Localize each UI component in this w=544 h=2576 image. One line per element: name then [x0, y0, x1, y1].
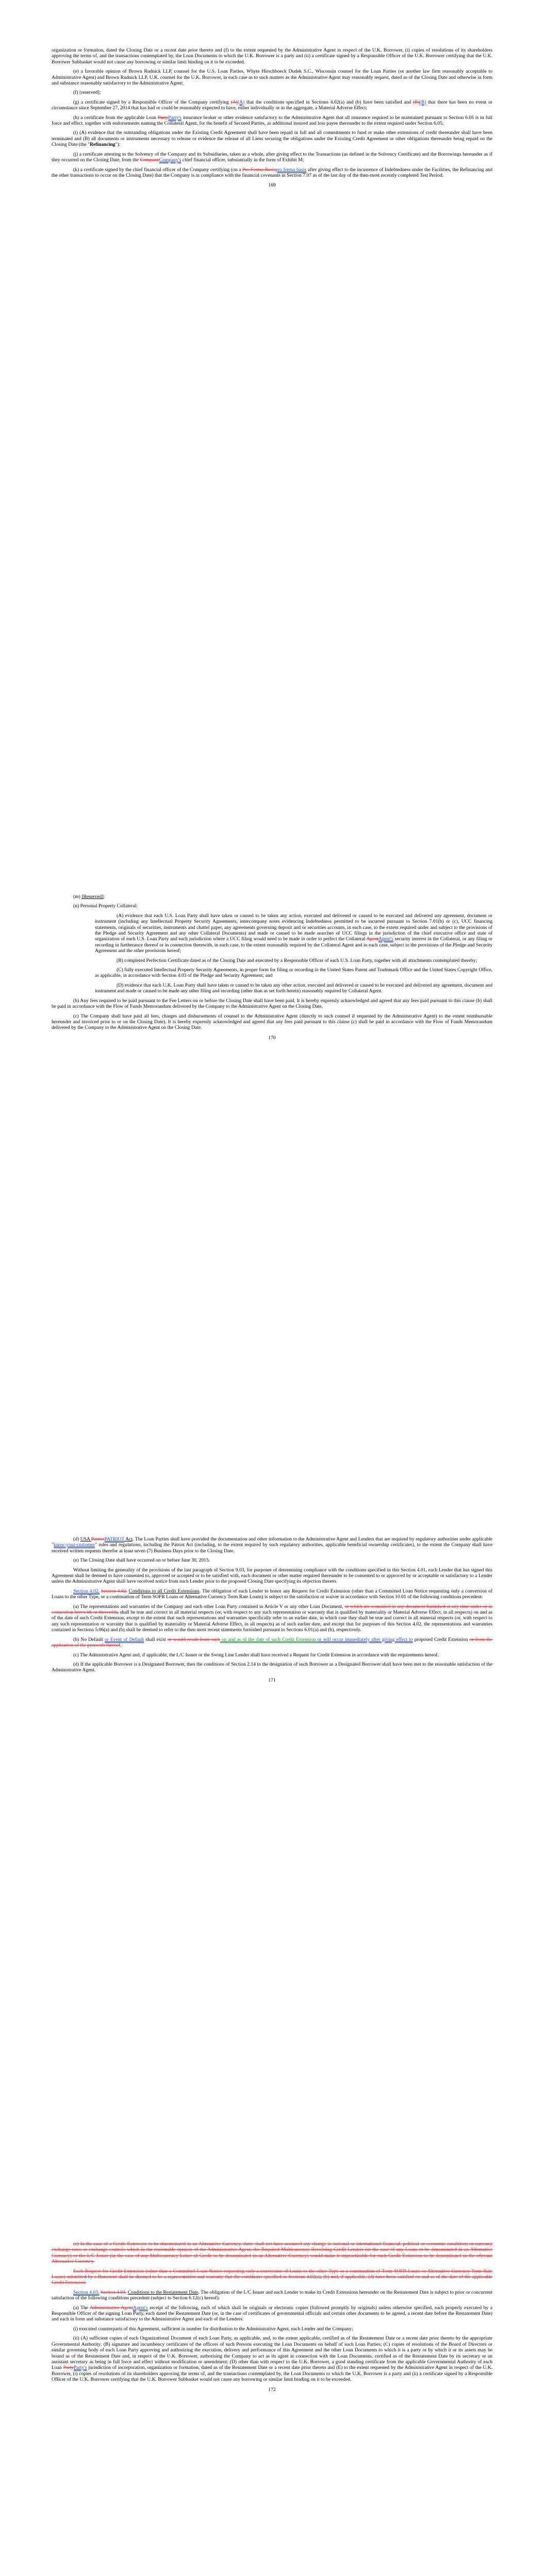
- text-run: (d): [73, 1536, 80, 1542]
- paragraph: [52, 1652, 492, 1658]
- paragraph: [52, 903, 492, 909]
- text-run: . The Loan Parties shall have provided the documentation and other information to the Administrative Agent and Lenders that are required by regulatory authorities under applicable ": [52, 1536, 493, 1548]
- page-number: 169: [268, 182, 276, 189]
- deleted-text: or from the application of the proceeds thereof: [52, 1636, 492, 1649]
- page-body: [52, 1406, 492, 1673]
- text-run: (d) If the applicable Borrower is a Designated Borrower, then the conditions of Section 2.14 to the designation of such Borrower as a Designated Borrower shall have been met to the reasonable satisfaction of the Administrative Agent.: [52, 1661, 492, 1673]
- page-number: 171: [268, 1677, 276, 1683]
- text-run: (C) fully executed Intellectual Property Security Agreements, in proper form for filing or recording in the United States Patent and Trademark Office and the United States Copyright Office, as applicable, in accordance with Section 4.03 of the Pledge and Security Agreement; and: [95, 967, 492, 979]
- paragraph: [52, 2268, 492, 2286]
- paragraph: [52, 982, 492, 994]
- text-run: shall be true and correct in all material respects (or, with respect to any such representation or warranty that is qualified by materiality or Material Adverse Effect, in all respects) on and as of the date of such Credit Extension, except to the extent that such representations and warranties specifically refer to an earlier date, in which case they shall be true and correct in all material respects (or, with respect to any such representation or warranty that is qualified by materiality or Material Adverse Effect, in all respects) as of such earlier date, and except that for purposes of this Section 4.02, the representations and warranties contained in Sections 5.06(a) and (b) shall be deemed to refer to the then most recent statements furnished pursuant to Sections 6.01(a) and (b), respectively.: [52, 1609, 492, 1633]
- text-run: . The obligation of the L/C Issuer and each Lender to make its Credit Extensions hereunder on the Restatement Date is subject to prior or concurrent satisfaction of the following conditions precedent (subject to Section 6.12(c) hereof):: [52, 2289, 493, 2301]
- inserted-text: Party's: [73, 2365, 87, 2371]
- text-run: insurance broker or other evidence satisfactory to the Administrative Agent that all insurance required to be maintained pursuant to Section 6.05 is in full force and effect, together with endorsements naming the Collateral Agent, for the benefit of Secured Parties, as additional insured and loss payee thereunder to the extent required under Section 6.05;: [52, 114, 492, 127]
- text-run: (B) completed Perfection Certificate dated as of the Closing Date and executed by a Responsible Officer of each U.S. Loan Party, together with all attachments contemplated thereby;: [117, 957, 477, 963]
- defined-term: Refinancing: [90, 142, 116, 148]
- text-run: .: [120, 1642, 122, 1649]
- text-run: (k) a certificate signed by the chief financial officer of the Company certifying (on a: [73, 166, 242, 173]
- text-run: (ii) (A) sufficient copies of each Organizational Document of each Loan Party, as applicable, and, to the extent applicable, certified as of the Restatement Date or a recent date prior thereto by the appropriate Governmental Authority; (B) signature and incumbency certificates of the officers of such Persons executing the Loan Documents on behalf of such Loan Parties; (C) copies of resolutions of the Board of Directors or similar governing body of each Loan Party approving and authorizing the execution, delivery and performance of this Agreement and the other Loan Documents to which it is a party or by which it or its assets may be bound as of the Restatement Date and, in respect of the U.K. Borrower, authorising the Company to act as its agent in connection with the Loan Documents, certified as of the Restatement Date by its secretary or an assistant secretary as being in full force and effect without modification or amendment; (D) other than with respect to the U.K. Borrower, a good standing certificate from the applicable Governmental Authority of each Loan: [52, 2335, 492, 2371]
- inserted-text: or Event of Default: [104, 1636, 144, 1642]
- text-run: ");: [115, 142, 121, 148]
- page-body: [52, 2110, 492, 2383]
- paragraph: [52, 151, 492, 163]
- inserted-text: (B): [419, 99, 426, 105]
- text-run: (m): [73, 894, 82, 900]
- deleted-text: Party: [158, 114, 169, 121]
- underlined-heading: Conditions to the Restatement Date: [127, 2289, 199, 2295]
- deleted-text: Agent: [366, 936, 378, 942]
- text-run: (D) evidence that each U.K. Loan Party shall have taken or caused to be taken any other action, executed and delivered or caused to be executed and delivered any agreement, document and instrument and made or caused to be made any other filing and recording (other than as set forth herein) reasonably required by Collateral Agent.: [95, 982, 492, 994]
- deleted-text: Party: [63, 2365, 74, 2371]
- paragraph: [52, 1013, 492, 1031]
- paragraph: [52, 1604, 492, 1633]
- inserted-text: pro forma basis: [275, 166, 307, 173]
- inserted-text: Section 4.03.: [73, 2289, 100, 2295]
- paragraph: [52, 1567, 492, 1585]
- text-run: (g) a certificate signed by a Responsible Officer of the Company certifying: [73, 99, 231, 105]
- text-run: (A) evidence that each U.S. Loan Party shall have taken or caused to be taken any action, executed and delivered or caused to be executed and delivered any agreement, document or instrument (including any Intellectual Property Security Agreements, intercompany notes evidencing Indebtedness permitted to be incurred pursuant to Section 7.01(b) or (c), UCC financing statements, originals of securities, instruments and chattel paper, any agreements governing deposit and or securities accounts, in each case, to the extent required under and subject to the provisions of the Pledge and Security Agreement and any other Collateral Documents) and made or caused to be made searches of UCC filings in the jurisdiction of the chief executive office and state of organization of each U.S. Loan Party and each jurisdiction where a UCC filing would need to be made in order to perfect the Collateral: [95, 912, 492, 942]
- text-run: (i) executed counterparts of this Agreement, sufficient in number for distribution to the Administrative Agent, each Lender and the Company;: [73, 2326, 353, 2332]
- deleted-text: Each Request for Credit Extension (other than a Committed Loan Notice requesting only a conversion of Loans to the other Type or a continuation of Term SOFR Loans or Alternative Currency Term Rate Loans) submitted by a Borrower shall be deemed to be a representation and warranty that the conditions specified in Sections 4.02(a), (b) and, if applicable, (d) have been satisfied on and as of the date of the applicable Credit Extension.: [52, 2268, 492, 2286]
- deleted-text: (e) In the case of a Credit Extension to be denominated in an Alternative Currency, there shall not have occurred any change in national or international financial, political or economic conditions or currency exchange rates or exchange controls which in the reasonable opinion of the Administrative Agent, the Required Multicurrency Revolving Credit Lenders (in the case of any Loans to be denominated in an Alternative Currency) or the L/C Issuer (in the case of any Multicurrency Letter of Credit to be denominated in an Alternative Currency) would make it impracticable for such Credit Extension to be denominated in the relevant Alternative Currency.: [52, 2241, 492, 2265]
- paragraph: [52, 47, 492, 65]
- text-run: (c) The Company shall have paid all fees, charges and disbursements of counsel to the Administrative Agent (directly to such counsel if requested by the Administrative Agent) to the extent reimbursable hereunder and invoiced prior to or on the Closing Date). It is hereby expressly acknowledged and agreed that any fees paid pursuant to this clause (c) shall be paid in accordance with the Flow of Funds Memorandum delivered by the Company to the Administrative Agent on the Closing Date.: [52, 1013, 492, 1031]
- paragraph: [52, 2326, 492, 2332]
- deleted-text: Pro Forma Basis: [242, 166, 276, 173]
- underlined-heading: [Reserved]: [81, 894, 104, 900]
- deleted-text: Company: [140, 157, 159, 163]
- page-body: [52, 703, 492, 1031]
- paragraph: [52, 115, 492, 127]
- text-run: Without limiting the generality of the provisions of the last paragraph of Section 9.03, for purposes of determining compliance with the conditions specified in this Section 4.01, each Lender that has signed this Agreement shall be deemed to have consented to, approved or accepted or to be satisfied with, each document or other matter required thereunder to be consented to or approved by or acceptable or satisfactory to a Lender unless the Administrative Agent shall have received notice from such Lender prior to the proposed Closing Date specifying its objection thereto.: [52, 1567, 492, 1585]
- underlined-heading: Conditions to all Credit Extensions: [128, 1588, 200, 1594]
- text-run: proposed Credit Extension: [413, 1636, 470, 1642]
- text-run: (n) Personal Property Collateral:: [73, 903, 138, 909]
- deleted-text: Section 4.02.: [101, 1588, 127, 1594]
- paragraph: [52, 913, 492, 954]
- paragraph: [52, 1637, 492, 1649]
- inserted-text: Agent's: [378, 936, 393, 942]
- paragraph: [52, 69, 492, 86]
- paragraph: [52, 958, 492, 963]
- paragraph: [52, 1662, 492, 1673]
- paragraph: [52, 1557, 492, 1563]
- text-run: " rules and regulations, including the Patriot Act (including, to the extent required by such regulatory authorities, applicable beneficial ownership certificates), to the extent the Company shall have received written requests therefor at least seven (7) Business Days prior to the Closing Date.: [52, 1542, 492, 1554]
- text-run: (i) (A) evidence that the outstanding obligations under the Existing Credit Agreement shall have been repaid in full and all commitments to fund or make other extensions of credit thereunder shall have been terminated and (B) all documents or instruments necessary to release or evidence the release of all Liens securing the obligations under the Existing Credit Agreement or other obligations thereunder being repaid on the Closing Date (the ": [52, 130, 492, 148]
- inserted-text: Agent's: [133, 2304, 148, 2311]
- inserted-text: Section 4.02.: [73, 1588, 100, 1594]
- deleted-text: (A): [230, 99, 238, 105]
- paragraph: [52, 2241, 492, 2265]
- paragraph: [52, 99, 492, 111]
- text-run: (b) Any fees required to be paid pursuant to the Fee Letters on or before the Closing Date shall have been paid. It is hereby expressly acknowledged and agreed that any fees paid pursuant to this clause (b) shall be paid in accordance with the Flow of Funds Memorandum delivered by the Company to the Administrative Agent on the Closing Date.: [52, 997, 492, 1010]
- paragraph: [52, 2290, 492, 2301]
- page-number: 172: [268, 2386, 276, 2393]
- page-body: [52, 0, 492, 178]
- text-run: after giving effect to the incurrence of Indebtedness under the Facilities, the Refinancing and the other transactions to occur on the Closing Date) that the Company is in compliance with the financial covenants in Section 7.07 as of the last day of the then-most recently completed Test Period.: [52, 166, 493, 178]
- paragraph: [52, 130, 492, 147]
- text-run: (j) a certificate attesting to the Solvency of the Company and its Subsidiaries, taken as a whole, after giving effect to the Transactions (as defined in the Solvency Certificate) and the Borrowings hereunder as if they occurred on the Closing Date, from the: [52, 151, 492, 163]
- underlined-heading: Act: [124, 1536, 133, 1542]
- moved-text: on and as of the date of such Credit Extension: [220, 1636, 318, 1642]
- paragraph: [52, 2305, 492, 2323]
- paragraph: [52, 998, 492, 1010]
- deleted-text: Section 4.03.: [100, 2289, 127, 2295]
- inserted-text: or will occur immediately after giving effect to: [317, 1636, 413, 1642]
- text-run: security interest in the Collateral, or any filing or recording in furtherance thereof or in connection therewith, in each case, to the extent reasonably required by the Collateral Agent and in each case, subject to the provisions of the Pledge and Security Agreement and the other provisions hereof;: [95, 936, 492, 954]
- inserted-text: Company's: [159, 157, 182, 163]
- paragraph: [52, 167, 492, 179]
- text-run: that there has been no event or circumstance since September 27, 2014 that has had or could be reasonably expected to have, either individually or in the aggregate, a Material Adverse Effect;: [52, 99, 493, 111]
- deleted-text: (B): [413, 99, 420, 105]
- deleted-text: Administrative Agent: [89, 2304, 133, 2311]
- text-run: (a) The: [73, 2304, 90, 2311]
- paragraph: [52, 967, 492, 979]
- inserted-text: (A): [237, 99, 245, 105]
- paragraph: [52, 90, 492, 95]
- paragraph: [52, 1588, 492, 1600]
- text-run: (h) a certificate from the applicable Loan: [73, 114, 158, 121]
- text-run: (f) [reserved];: [73, 90, 101, 96]
- page-170: [0, 703, 544, 1406]
- paragraph: [52, 1536, 492, 1554]
- deleted-text: Patriot: [91, 1536, 105, 1542]
- text-run: (e) a favorable opinion of Brown Rudnick LLP, counsel for the U.S. Loan Parties, Whyte Hirschboeck Dudek S.C., Wisconsin counsel for the Loan Parties (or another law firm reasonably acceptable to Administrative Agent) and Brown Rudnick LLP, U.K. counsel for the U.K. Borrower, in each case as to such matters as the Administrative Agent may reasonably request, dated as of the Closing Date and otherwise in form and substance reasonably satisfactory to the Administrative Agent;: [52, 69, 492, 87]
- text-run: chief financial officer, substantially in the form of Exhibit M;: [181, 157, 304, 163]
- paragraph: [52, 894, 492, 900]
- text-run: shall exist: [144, 1636, 168, 1642]
- deleted-text: or which are contained in any document furnished at any time under or in connection herewith or therewith,: [52, 1603, 492, 1616]
- inserted-text: Party's: [168, 114, 182, 121]
- page-171: [0, 1406, 544, 2110]
- text-run: jurisdiction of incorporation, organization or formation, dated as of the Restatement Date or a recent date prior thereto and (E) to the extent requested by the Administrative Agent in respect of the U.K. Borrower, (i) copies of resolutions of its shareholders approving the terms of, and the transactions contemplated by, the Loan Documents to which the U.K. Borrower is a party and (ii) a certificate signed by a Responsible Officer of the U.K. Borrower certifying that the U.K. Borrower Subbasket would not cause any borrowing or similar limit binding on it to be exceeded.: [52, 2365, 492, 2383]
- paragraph: [52, 2335, 492, 2382]
- text-run: that the conditions specified in Sections 4.02(a) and (b) have been satisfied and: [244, 99, 413, 105]
- page-172: [0, 2110, 544, 2576]
- text-run: (e) The Closing Date shall have occurred on or before June 30, 2015.: [73, 1557, 210, 1564]
- page-169: [0, 0, 544, 703]
- text-run: (c) The Administrative Agent and, if applicable, the L/C Issuer or the Swing Line Lender shall have received a Request for Credit Extension in accordance with the requirements hereof.: [73, 1652, 439, 1658]
- text-run: (b) No Default: [73, 1636, 105, 1642]
- deleted-text: or would result from such: [167, 1636, 220, 1642]
- underlined-heading: USA: [80, 1536, 92, 1542]
- page-number: 170: [268, 1035, 276, 1041]
- inserted-text: PATRIOT: [104, 1536, 125, 1542]
- text-run: ;: [103, 894, 105, 900]
- text-run: organization or formation, dated the Closing Date or a recent date prior thereto and (f) to the extent requested by the Administrative Agent in respect of the U.K. Borrower, (i) copies of resolutions of its shareholders approving the terms of, and the transactions contemplated by, the Loan Documents to which the U.K. Borrower is a party and (ii) a certificate signed by a Responsible Officer of the U.K. Borrower certifying that the U.K. Borrower Subbasket would not cause any borrowing or similar limit binding on it to be exceeded.: [52, 47, 492, 65]
- text-run: (a) The representations and warranties of the Company and each other Loan Party contained in Article V or any other Loan Document,: [73, 1603, 345, 1609]
- text-run: receipt of the following, each of which shall be originals or electronic copies (followed promptly by originals) unless otherwise specified, each properly executed by a Responsible Officer of the signing Loan Party, each dated the Restatement Date (or, in the case of certificates of governmental officials and certain other documents to be agreed, a recent date before the Restatement Date) and each in form and substance satisfactory to the Administrative Agent and each of the Lenders:: [52, 2304, 492, 2323]
- inserted-text: know-your-customer: [53, 1542, 95, 1548]
- text-run: . The obligation of each Lender to honor any Request for Credit Extension (other than a Committed Loan Notice requesting only a conversion of Loans to the other Type, or a continuation of Term SOFR Loans or Alternative Currency Term Rate Loans) is subject to the satisfaction or waiver in accordance with Section 10.01 of the following conditions precedent:: [52, 1588, 492, 1600]
